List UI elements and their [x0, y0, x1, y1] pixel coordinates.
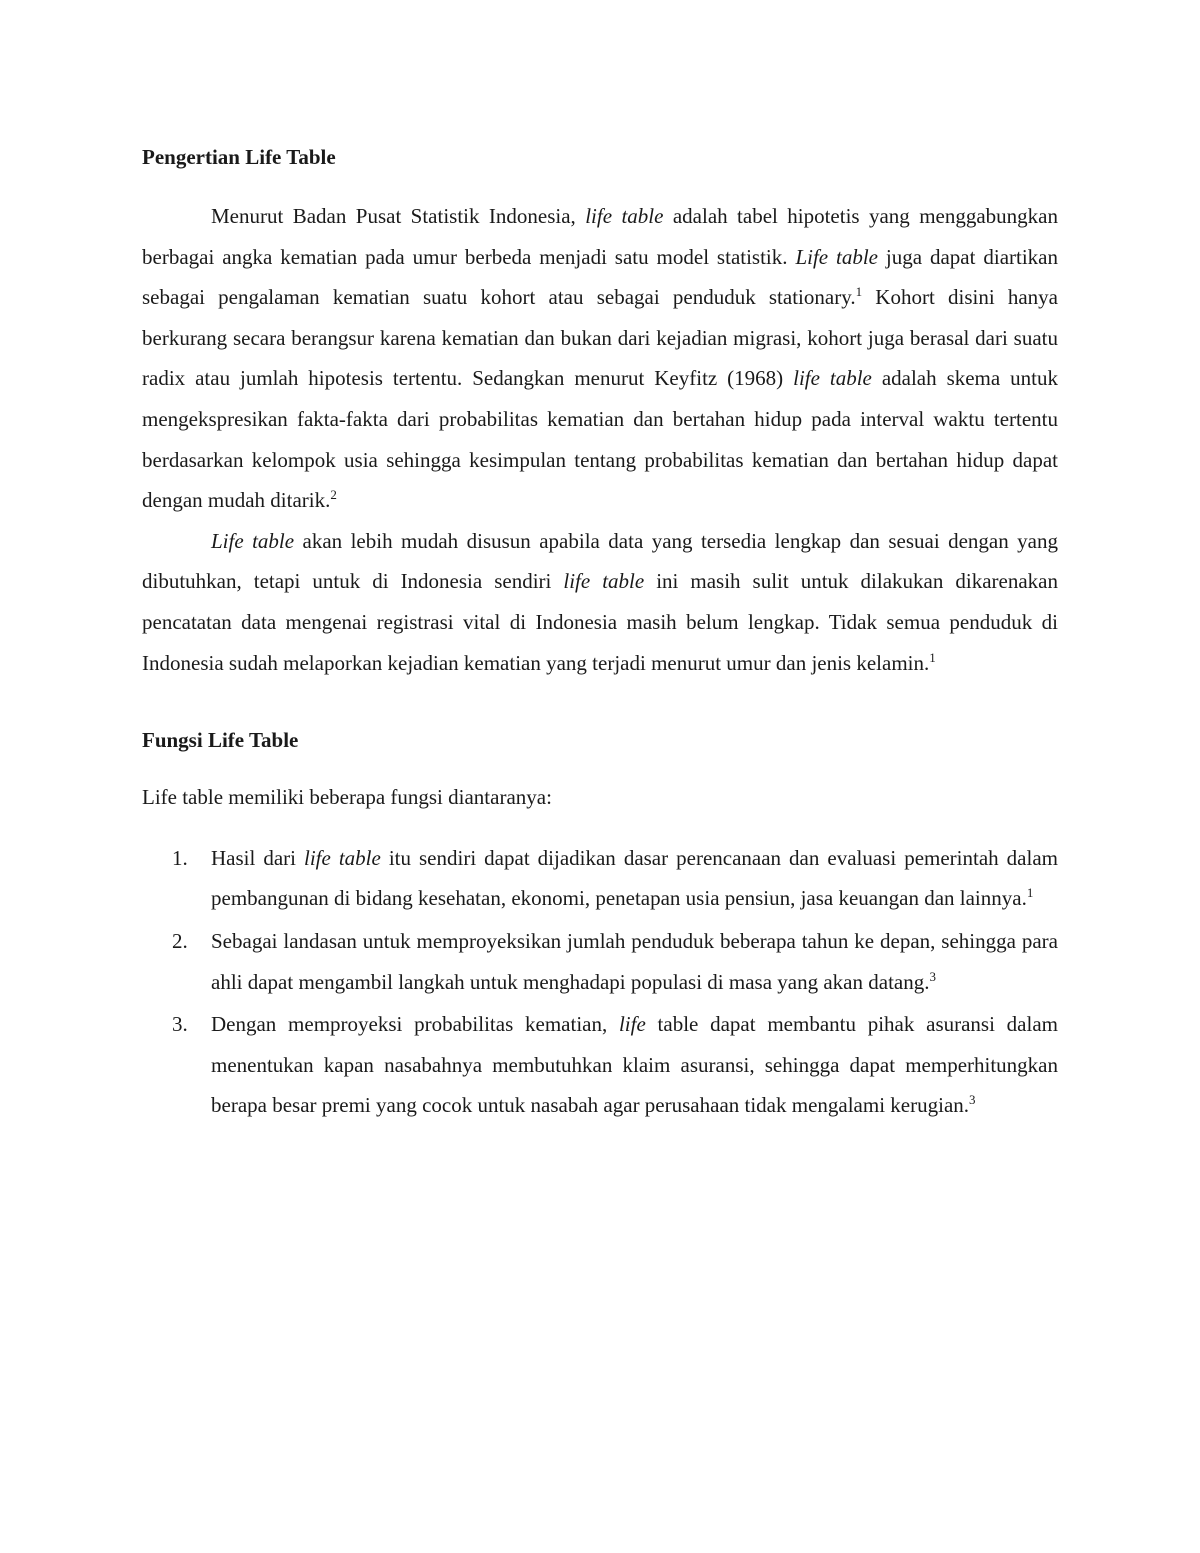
list-number: 1. — [172, 845, 188, 870]
italic-term: life table — [585, 204, 664, 228]
footnote-ref: 2 — [330, 487, 337, 503]
footnote-ref: 1 — [1026, 885, 1034, 901]
text: itu sendiri dapat dijadikan dasar perencanaan dan evaluasi pemerintah dalam pembangunan di bidang kesehatan, ekonomi, penetapan usia pensiun, jasa keuangan dan lainnya. — [211, 845, 1058, 911]
italic-term: Life table — [795, 244, 879, 269]
list-number: 3. — [172, 1012, 188, 1037]
paragraph-definition — [142, 196, 1058, 521]
text: juga dapat diartikan sebagai pengalaman kematian suatu kohort atau sebagai penduduk stationary. — [142, 244, 1059, 310]
text: akan lebih mudah disusun apabila data yang tersedia lengkap dan sesuai dengan yang dibutuhkan, tetapi untuk di Indonesia sendiri — [142, 528, 1058, 594]
italic-term: Life table — [211, 528, 295, 553]
list-intro: Life table memiliki beberapa fungsi diantaranya: — [142, 785, 552, 810]
list-item — [172, 1004, 1058, 1126]
text: Sebagai landasan untuk memproyeksikan jumlah penduduk beberapa tahun ke depan, sehingga para ahli dapat mengambil langkah untuk menghadapi populasi di masa yang akan datang. — [211, 928, 1058, 994]
footnote-ref: 3 — [969, 1092, 976, 1108]
section-heading-fungsi: Fungsi Life Table — [142, 728, 299, 753]
footnote-ref: 1 — [929, 649, 936, 665]
text: Dengan memproyeksi probabilitas kematian, — [211, 1012, 619, 1037]
list-item — [172, 838, 1058, 919]
italic-term: life — [618, 1012, 646, 1037]
paragraph-indonesia — [142, 521, 1058, 683]
text: table dapat membantu pihak asuransi dalam menentukan kapan nasabahnya membutuhkan klaim asuransi, sehingga dapat memperhitungkan berapa besar premi yang cocok untuk nasabah agar perusahaan tidak mengalami kerugian. — [211, 1012, 1058, 1118]
text: Kohort disini hanya berkurang secara berangsur karena kematian dan bukan dari kejadian migrasi, kohort juga berasal dari suatu radix atau jumlah hipotesis tertentu. Sedangkan menurut Keyfitz (1968) — [142, 285, 1058, 391]
italic-term: life table — [793, 366, 872, 391]
text: adalah tabel hipotetis yang menggabungkan berbagai angka kematian pada umur berbeda menjadi satu model statistik. — [142, 204, 1058, 269]
function-list — [142, 838, 1058, 1126]
text: Menurut Badan Pusat Statistik Indonesia, — [211, 204, 586, 228]
text: Hasil dari — [211, 845, 304, 870]
footnote-ref: 3 — [929, 968, 936, 984]
text: adalah skema untuk mengekspresikan fakta-fakta dari probabilitas kematian dan bertahan hidup pada interval waktu tertentu berdasarkan kelompok usia sehingga kesimpulan tentang probabilitas kematian dan bertahan hidup dapat dengan mudah ditarik. — [142, 366, 1058, 513]
italic-term: life table — [563, 569, 645, 594]
list-item — [172, 921, 1058, 1002]
list-number: 2. — [172, 928, 188, 953]
section-heading-pengertian: Pengertian Life Table — [142, 145, 336, 169]
text: ini masih sulit untuk dilakukan dikarenakan pencatatan data mengenai registrasi vital di Indonesia masih belum lengkap. Tidak semua penduduk di Indonesia sudah melaporkan kejadian kematian yang terjadi menurut umur dan jenis kelamin. — [142, 569, 1058, 675]
italic-term: life table — [304, 845, 381, 870]
footnote-ref: 1 — [855, 284, 863, 300]
